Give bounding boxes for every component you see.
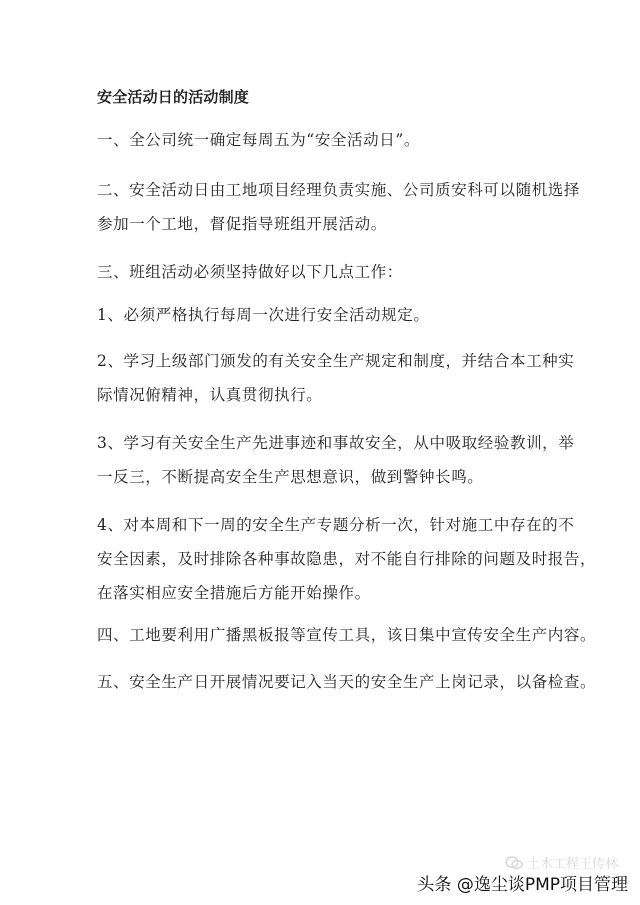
paragraph-2 xyxy=(97,173,581,241)
paragraph-3 xyxy=(97,255,557,289)
paragraph-line: 二、安全活动日由工地项目经理负责实施、公司质安科可以随机选择 xyxy=(97,181,581,199)
paragraph-line: 三、班组活动必须坚持做好以下几点工作： xyxy=(97,263,403,281)
paragraph-line: 4、对本周和下一周的安全生产专题分析一次，针对施工中存在的不 xyxy=(97,516,575,534)
paragraph-1 xyxy=(97,123,557,157)
paragraph-line: 四、工地要利用广播黑板报等宣传工具，该日集中宣传安全生产内容。 xyxy=(97,626,597,644)
paragraph-9 xyxy=(97,665,597,699)
source-watermark: 头条 @逸尘谈PMP项目管理 xyxy=(417,875,628,895)
faint-watermark-text: 土木工程王传林 xyxy=(526,857,618,872)
wechat-icon xyxy=(505,856,523,870)
paragraph-4 xyxy=(97,298,557,332)
paragraph-8 xyxy=(97,618,597,652)
paragraph-5 xyxy=(97,344,575,412)
document-title: 安全活动日的活动制度 xyxy=(97,88,250,106)
paragraph-line: 五、安全生产日开展情况要记入当天的安全生产上岗记录，以备检查。 xyxy=(97,673,597,691)
paragraph-line: 1、必须严格执行每周一次进行安全活动规定。 xyxy=(97,306,430,324)
paragraph-6 xyxy=(97,426,575,494)
paragraph-7 xyxy=(97,508,597,610)
paragraph-line: 在落实相应安全措施后方能开始操作。 xyxy=(97,584,371,602)
paragraph-line: 3、学习有关安全生产先进事迹和事故安全，从中吸取经验教训，举 xyxy=(97,434,575,452)
paragraph-line: 2、学习上级部门颁发的有关安全生产规定和制度，并结合本工种实 xyxy=(97,352,575,370)
paragraph-line: 参加一个工地，督促指导班组开展活动。 xyxy=(97,215,387,233)
paragraph-line: 际情况俯精神，认真贯彻执行。 xyxy=(97,386,323,404)
paragraph-line: 一反三，不断提高安全生产思想意识，做到警钟长鸣。 xyxy=(97,468,484,486)
paragraph-line: 一、全公司统一确定每周五为“安全活动日”。 xyxy=(97,131,420,149)
paragraph-line: 安全因素，及时排除各种事故隐患，对不能自行排除的问题及时报告， xyxy=(97,550,597,568)
